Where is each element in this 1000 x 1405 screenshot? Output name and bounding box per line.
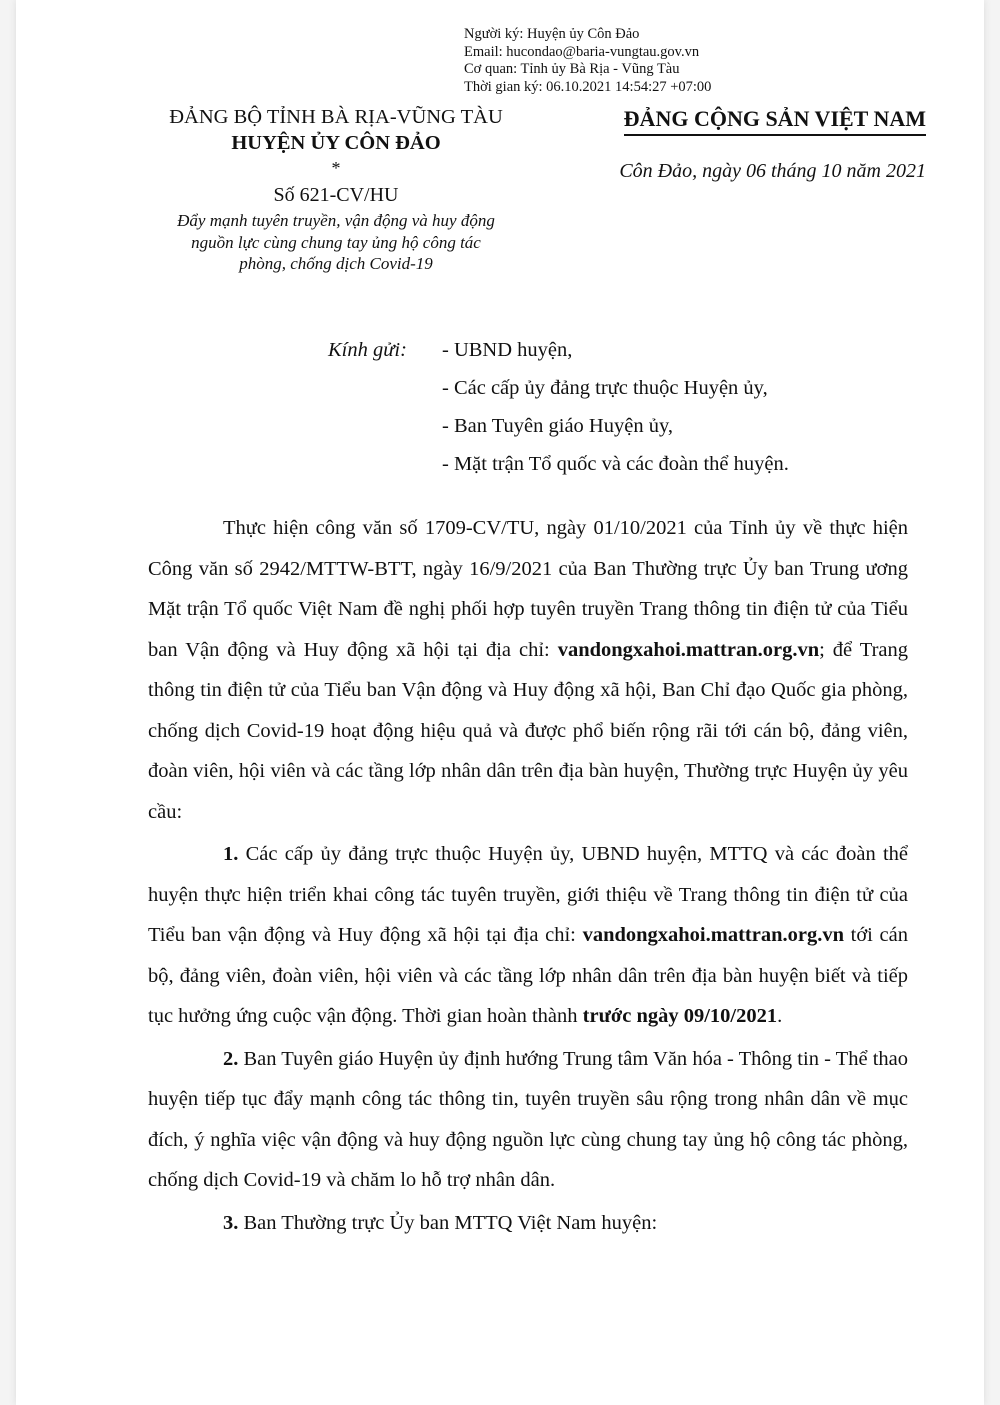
item-number: 2.: [223, 1047, 239, 1070]
recipients-label: Kính gửi:: [328, 339, 407, 361]
recipient-item: - Mặt trận Tổ quốc và các đoàn thể huyện.: [442, 453, 789, 475]
item-1-paragraph: 1. Các cấp ủy đảng trực thuộc Huyện ủy, UBND huyện, MTTQ và các đoàn thể huyện thực hiện triển khai công tác tuyên truyền, giới thiệu về Trang thông tin điện tử của Tiểu ban vận động và Huy động xã hội tại địa chỉ: vandongxahoi.mattran.org.vn tới cán bộ, đảng viên, đoàn viên, hội viên và các tầng lớp nhân dân trên địa bàn huyện biết và tiếp tục hưởng ứng cuộc vận động. Thời gian hoàn thành trước ngày 09/10/2021.: [148, 843, 908, 1027]
document-body: [148, 508, 908, 1245]
star-mark: *: [331, 158, 341, 178]
website-address: vandongxahoi.mattran.org.vn: [557, 638, 820, 661]
summary-line: nguồn lực cùng chung tay ủng hộ công tác: [191, 232, 481, 252]
document-summary: [116, 210, 556, 275]
deadline: trước ngày 09/10/2021: [582, 1005, 778, 1027]
recipient-item: - Ban Tuyên giáo Huyện ủy,: [442, 415, 673, 437]
item-3-paragraph: 3. Ban Thường trực Ủy ban MTTQ Việt Nam huyện:: [223, 1211, 658, 1234]
summary-line: phòng, chống dịch Covid-19: [239, 254, 433, 273]
signer-email-line: Email: hucondao@baria-vungtau.gov.vn: [464, 43, 700, 60]
organization-name: HUYỆN ỦY CÔN ĐẢO: [231, 132, 441, 154]
intro-paragraph: Thực hiện công văn số 1709-CV/TU, ngày 01/10/2021 của Tỉnh ủy về thực hiện Công văn số 2942/MTTW-BTT, ngày 16/9/2021 của Ban Thường trực Ủy ban Trung ương Mặt trận Tổ quốc Việt Nam đề nghị phối hợp tuyên truyền Trang thông tin điện tử của Tiểu ban Vận động và Huy động xã hội tại địa chỉ: vandongxahoi.mattran.org.vn; để Trang thông tin điện tử của Tiểu ban Vận động và Huy động xã hội, Ban Chỉ đạo Quốc gia phòng, chống dịch Covid-19 hoạt động hiệu quả và được phổ biến rộng rãi tới cán bộ, đảng viên, đoàn viên, hội viên và các tầng lớp nhân dân trên địa bàn huyện, Thường trực Huyện ủy yêu cầu:: [148, 517, 908, 823]
item-number: 1.: [223, 843, 239, 865]
recipients-block: [328, 331, 789, 483]
signer-line: Người ký: Huyện ủy Côn Đảo: [464, 26, 640, 42]
recipient-row: [328, 331, 789, 369]
party-motto: ĐẢNG CỘNG SẢN VIỆT NAM: [624, 104, 926, 136]
document-page: [16, 0, 984, 1405]
recipient-row: [328, 369, 789, 407]
summary-line: Đẩy mạnh tuyên truyền, vận động và huy động: [177, 211, 495, 230]
website-address: vandongxahoi.mattran.org.vn: [582, 924, 844, 946]
signed-time-line: Thời gian ký: 06.10.2021 14:54:27 +07:00: [464, 78, 712, 95]
signer-agency-line: Cơ quan: Tỉnh ủy Bà Rịa - Vũng Tàu: [464, 61, 680, 77]
parent-organization: ĐẢNG BỘ TỈNH BÀ RỊA-VŨNG TÀU: [169, 106, 503, 128]
recipient-item: - Các cấp ủy đảng trực thuộc Huyện ủy,: [442, 377, 768, 399]
item-2-paragraph: 2. Ban Tuyên giáo Huyện ủy định hướng Trung tâm Văn hóa - Thông tin - Thể thao huyện tiếp tục đẩy mạnh công tác thông tin, tuyên truyền sâu rộng trong nhân dân về mục đích, ý nghĩa việc vận động và huy động nguồn lực cùng chung tay ủng hộ công tác phòng, chống dịch Covid-19 và chăm lo hỗ trợ nhân dân.: [148, 1047, 908, 1191]
place-and-date: Côn Đảo, ngày 06 tháng 10 năm 2021: [619, 160, 926, 182]
recipient-row: [328, 407, 789, 445]
recipient-row: [328, 445, 789, 483]
document-number: Số 621-CV/HU: [273, 184, 399, 206]
issuing-authority-block: [116, 104, 556, 275]
national-motto-block: [546, 104, 926, 184]
digital-signature-block: [464, 26, 711, 96]
recipient-item: - UBND huyện,: [442, 339, 573, 361]
item-number: 3.: [223, 1211, 239, 1234]
